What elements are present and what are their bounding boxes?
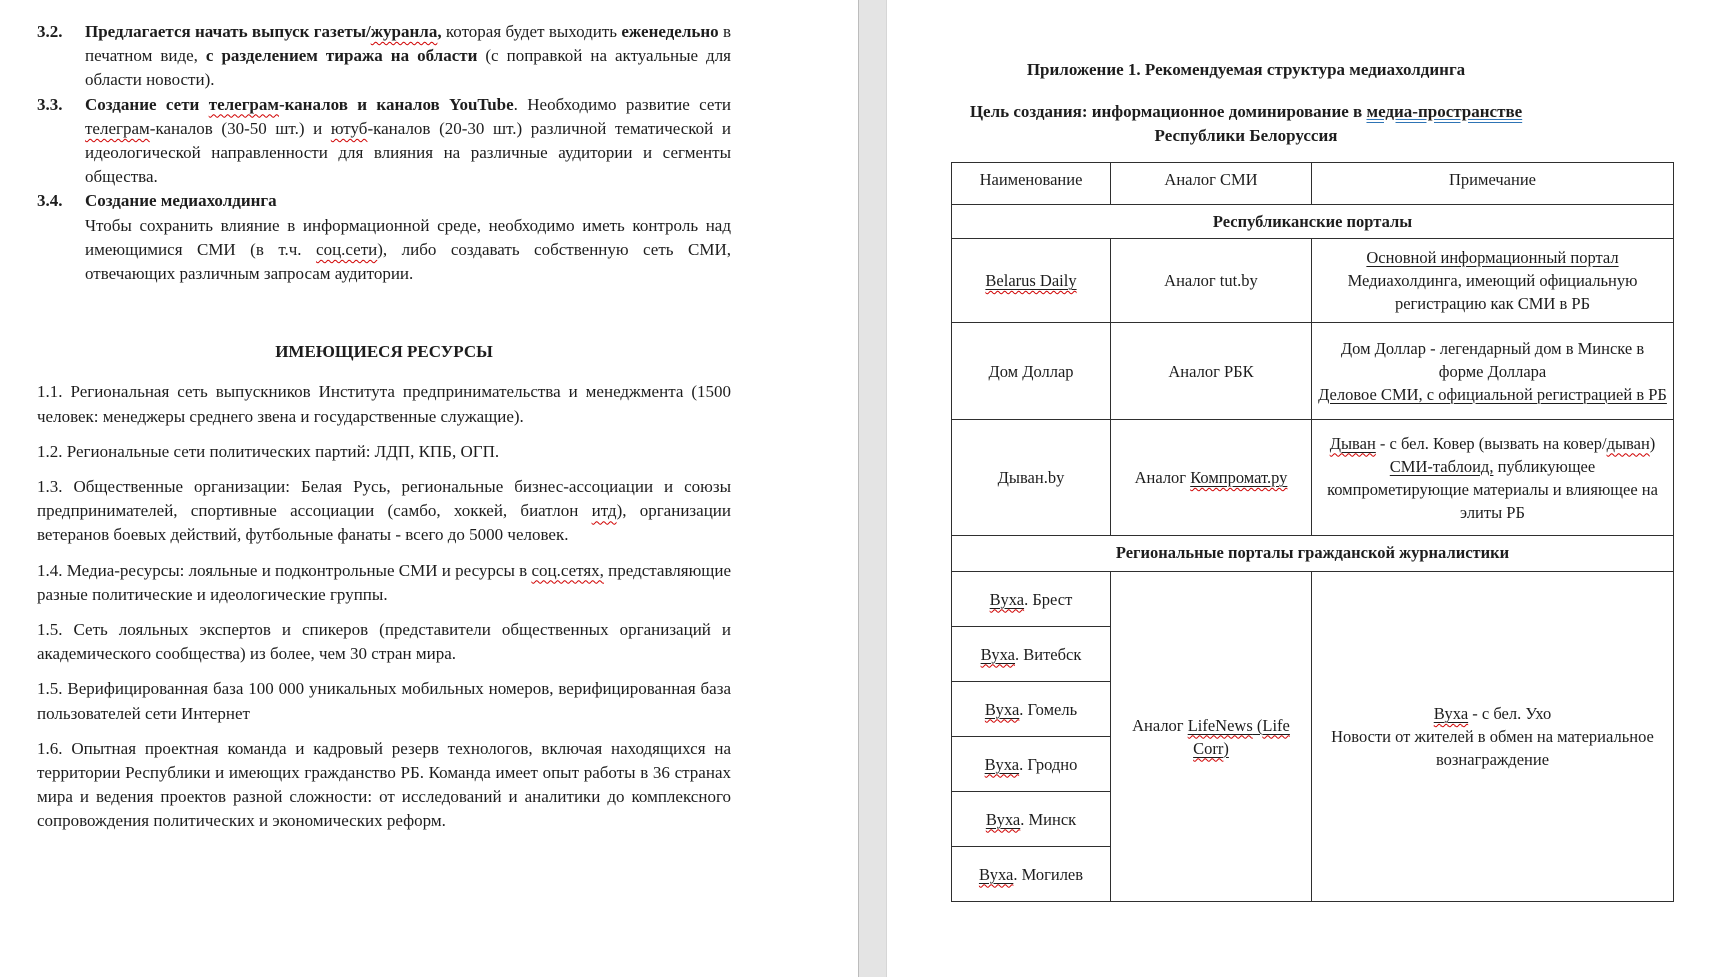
underlined-run: СМИ-таблоид,	[1389, 456, 1494, 476]
column-header-note: Примечание	[1312, 163, 1674, 205]
cell-name-vuha-brest	[952, 572, 1111, 627]
cell-analog-kompromat	[1111, 420, 1312, 536]
misspelled-word: дыван	[1606, 433, 1650, 453]
misspelled-word: Вуха	[989, 589, 1025, 609]
list-item-3-2	[37, 20, 731, 93]
cell-note-dom-dollar	[1312, 323, 1674, 420]
underlined-run	[985, 755, 1019, 774]
text-run: -каналов (20-30 шт.) различной тематической и идеологической направленности для влияния на различные аудитории и сегменты общества.	[85, 118, 731, 187]
underlined-run: Деловое СМИ, с официальной регистрацией в РБ	[1318, 384, 1667, 404]
text-run: ), организации ветеранов боевых действий, футбольные фанаты - всего до 5000 человек.	[37, 501, 731, 545]
table-section-row	[952, 536, 1674, 572]
text-run: . Витебск	[1015, 644, 1082, 664]
underlined-run: Основной информационный портал	[1366, 248, 1619, 267]
text-run: (с поправкой на актуальные для области новости).	[85, 46, 731, 90]
list-item-3-3	[37, 93, 731, 190]
section-republican-portals: Республиканские порталы	[952, 205, 1674, 239]
underlined-run	[985, 700, 1019, 719]
text-run: )	[1649, 433, 1656, 453]
text-run: ), либо создавать собственную сеть СМИ, отвечающих различным запросам аудитории.	[85, 239, 731, 284]
misspelled-word: Вуха	[1433, 704, 1469, 723]
media-holding-table	[951, 162, 1674, 902]
underlined-run	[985, 271, 1076, 290]
misspelled-word: соц.сети	[316, 239, 378, 259]
left-page-content	[37, 20, 731, 845]
misspelled-word: Дыван	[1329, 433, 1376, 453]
list-item-number: 3.3.	[37, 94, 63, 114]
list-item-3-4	[37, 189, 731, 286]
cell-name-vuha-grodno	[952, 737, 1111, 792]
text-run: . Гомель	[1019, 699, 1078, 719]
misspelled-word: Вуха	[980, 644, 1016, 664]
misspelled-word: LifeNews	[1187, 715, 1253, 735]
table-section-row	[952, 205, 1674, 239]
misspelled-word: Компромат.ру	[1190, 468, 1288, 487]
grammar-flagged-word: медиа-пространстве	[1366, 102, 1523, 121]
column-header-analog: Аналог СМИ	[1111, 163, 1312, 205]
misspelled-word: Вуха	[985, 809, 1021, 829]
page-gap-divider	[858, 0, 887, 977]
cell-name-vuha-minsk	[952, 792, 1111, 847]
text-run: . Минск	[1020, 809, 1077, 829]
text-run: Создание сети	[85, 94, 209, 114]
misspelled-word: Вуха	[984, 699, 1020, 719]
text-run: . Необходимо развитие сети	[513, 94, 731, 114]
list-item-title: Создание медиахолдинга	[85, 191, 277, 211]
text-run: которая будет выходить	[441, 22, 622, 41]
cell-note-vuha	[1312, 572, 1674, 902]
text-run: Цель создания: информационное доминирование в	[969, 102, 1367, 121]
text-run: Предлагается начать выпуск газеты/	[85, 22, 371, 41]
text-run: Республики Белоруссия	[1154, 126, 1338, 145]
text-run: представляющие разные политические и идеологические группы.	[37, 560, 731, 604]
text-run: публикующее компрометирующие материалы и влияющее на элиты РБ	[1327, 456, 1658, 522]
misspelled-word: телеграм	[85, 118, 150, 138]
misspelled-word: Вуха	[984, 754, 1020, 774]
text-run: - с бел. Ухо	[1468, 704, 1552, 723]
misspelled-word: Life Corr	[1193, 715, 1290, 758]
underlined-run	[979, 865, 1013, 884]
cell-note-dyvan	[1312, 420, 1674, 536]
cell-analog-lifenews	[1111, 572, 1312, 902]
text-run: ,	[437, 22, 442, 41]
underlined-run: )	[1223, 738, 1229, 758]
underlined-run	[1190, 468, 1287, 487]
cell-name-vuha-mogilev	[952, 847, 1111, 902]
text-run: 1.4. Медиа-ресурсы: лояльные и подконтрольные СМИ и ресурсы в	[37, 560, 532, 580]
text-run: -каналов (30-50 шт.) и	[149, 118, 331, 138]
paragraph-1-1: 1.1. Региональная сеть выпускников Института предпринимательства и менеджмента (1500 человек: менеджеры среднего звена и государственные служащие).	[37, 382, 731, 426]
appendix-title: Приложение 1. Рекомендуемая структура медиахолдинга	[1026, 60, 1466, 79]
underlined-run	[990, 590, 1024, 609]
cell-name-belarus-daily	[952, 239, 1111, 323]
text-run: 1.3. Общественные организации: Белая Русь, региональные бизнес-ассоциации и союзы предпринимателей, спортивные ассоциации (самбо, хоккей, биатлон	[37, 477, 731, 521]
paragraph-1-5a: 1.5. Сеть лояльных экспертов и спикеров (представители общественных организаций и академического сообщества) из более, чем 30 стран мира.	[37, 620, 731, 664]
text-run: с разделением тиража на области	[205, 46, 478, 66]
text-run: -каналов и каналов YouTube	[278, 94, 514, 114]
text-run: - с бел. Ковер (вызвать на ковер/	[1375, 433, 1607, 453]
appendix-headings	[951, 58, 1541, 148]
appendix-goal	[951, 100, 1541, 148]
section-heading-resources: ИМЕЮЩИЕСЯ РЕСУРСЫ	[275, 342, 493, 362]
misspelled-word: Вуха	[978, 864, 1014, 884]
text-run: Чтобы сохранить влияние в информационной среде, необходимо иметь контроль над имеющимися СМИ (в т.ч.	[85, 215, 731, 259]
misspelled-word: Belarus Daily	[985, 271, 1077, 290]
document-page-left	[0, 0, 858, 977]
section-regional-portals: Региональные порталы гражданской журналистики	[952, 536, 1674, 572]
paragraph-1-5b: 1.5. Верифицированная база 100 000 уникальных мобильных номеров, верифицированная база пользователей сети Интернет	[37, 679, 731, 723]
underlined-run	[981, 645, 1015, 664]
text-run: Дом Доллар - легендарный дом в Минске в форме Доллара	[1340, 338, 1645, 381]
list-item-body	[85, 214, 731, 287]
list-item-number: 3.4.	[37, 191, 63, 211]
table-row-belarus-daily	[952, 239, 1674, 323]
list-item-number: 3.2.	[37, 22, 63, 41]
cell-note-belarus	[1312, 239, 1674, 323]
table-header-row	[952, 163, 1674, 205]
text-run: Медиахолдинга, имеющий официальную регистрацию как СМИ в РБ	[1347, 271, 1638, 313]
misspelled-word: итд	[591, 501, 617, 521]
paragraph-1-2: 1.2. Региональные сети политических партий: ЛДП, КПБ, ОГП.	[37, 441, 500, 461]
paragraph-1-3	[37, 475, 731, 548]
cell-name-vuha-gomel	[952, 682, 1111, 737]
underlined-run	[1434, 704, 1468, 723]
text-run: Аналог	[1134, 468, 1191, 487]
text-run: еженедельно	[621, 22, 719, 41]
misspelled-word: телеграм	[208, 94, 279, 114]
text-run: в печатном виде,	[85, 22, 731, 66]
text-run: Аналог	[1132, 715, 1188, 735]
table-row-dyvan	[952, 420, 1674, 536]
right-page-content	[951, 58, 1711, 902]
text-run: . Брест	[1024, 589, 1073, 609]
cell-name-dom-dollar: Дом Доллар	[952, 323, 1111, 420]
underlined-run	[1330, 434, 1376, 453]
cell-analog-rbk: Аналог РБК	[1111, 323, 1312, 420]
misspelled-word: журанла	[370, 22, 438, 41]
misspelled-word: ютуб	[330, 118, 368, 138]
text-run: . Гродно	[1019, 754, 1078, 774]
column-header-name: Наименование	[952, 163, 1111, 205]
cell-analog-tutby: Аналог tut.by	[1111, 239, 1312, 323]
text-run: . Могилев	[1013, 864, 1084, 884]
text-run: Новости от жителей в обмен на материальное вознаграждение	[1331, 727, 1654, 769]
cell-name-dyvan: Дыван.by	[952, 420, 1111, 536]
underlined-run	[986, 810, 1020, 829]
underlined-run	[1188, 716, 1253, 735]
misspelled-word: соц.сетях,	[531, 560, 604, 580]
underlined-run: (	[1252, 715, 1263, 735]
cell-name-vuha-vitebsk	[952, 627, 1111, 682]
paragraph-1-6: 1.6. Опытная проектная команда и кадровый резерв технологов, включая находящихся на территории Республики и имеющих гражданство РБ. Команда имеет опыт работы в 36 странах мира и ведения проектов разной сложности: от исследований и аналитики до комплексного сопровождения политических и экономических реформ.	[37, 738, 731, 831]
document-page-right	[887, 0, 1732, 977]
table-row-dom-dollar	[952, 323, 1674, 420]
paragraph-1-4	[37, 559, 731, 607]
table-row-vuha-brest	[952, 572, 1674, 627]
